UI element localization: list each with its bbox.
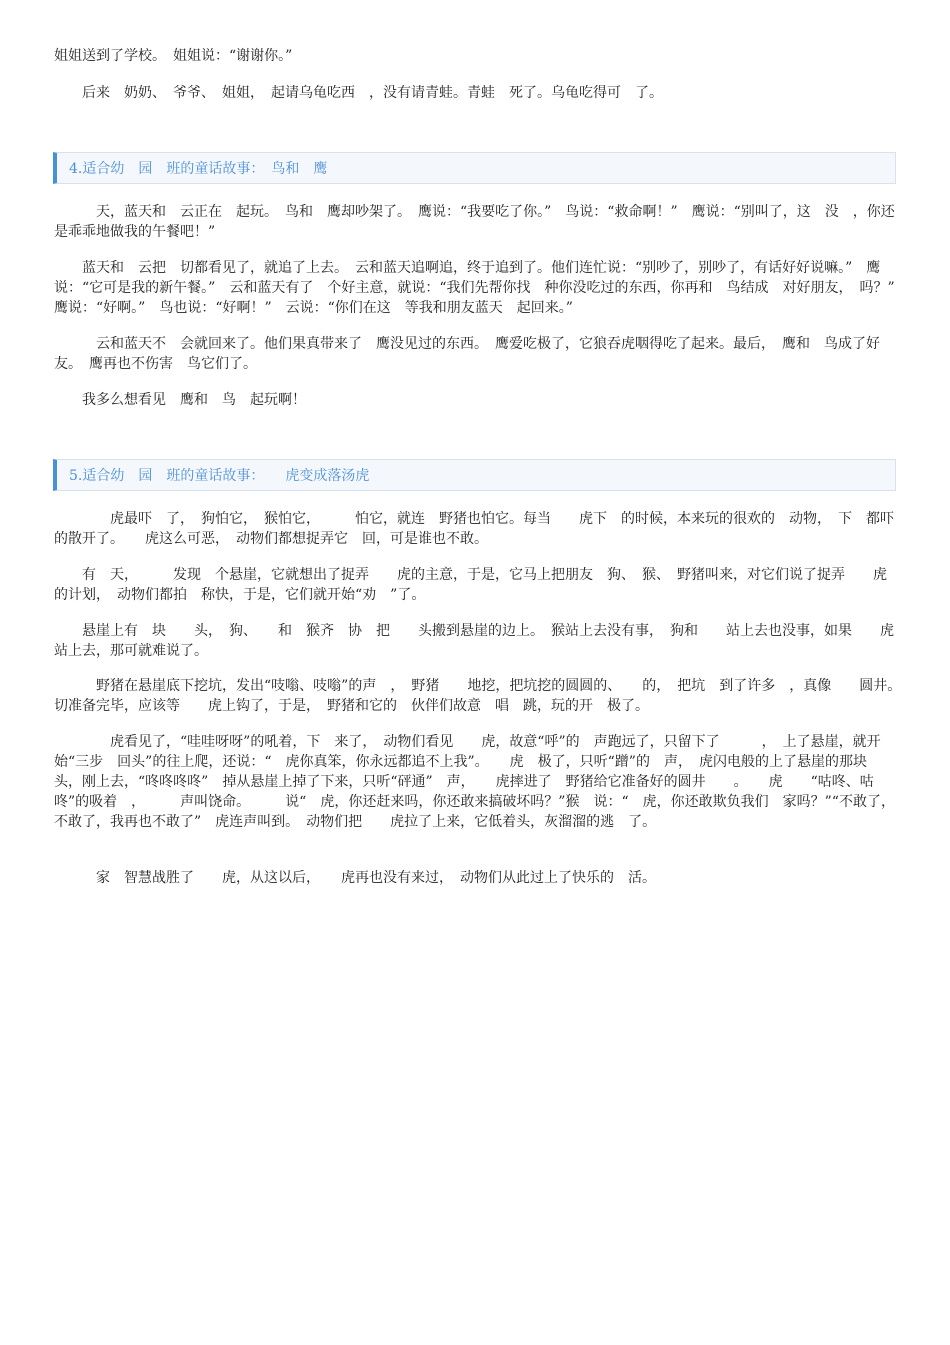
section-5-heading-text: 5.适合幼 园 班的童话故事： 虎变成落汤虎 — [69, 468, 370, 484]
intro-line-1: 姐姐送到了学校。 姐姐说：“谢谢你。” — [54, 48, 293, 64]
section-5-paragraph-5: 虎看见了，“哇哇呀呀”的吼着，下 来了， 动物们看见 虎，故意“呼”的 声跑远了，只留下了 ， 上了悬崖，就开始“三步 回头”的往上爬，还说：“ 虎你真笨，你永远都追不上我”。 虎 极了，只听“蹭”的 声， 虎闪电般的上了悬崖的那块 头，刚上去，“咚咚咚咚” 掉从悬崖上掉了下来，只听“砰通” 声， 虎摔进了 野猪给它准备好的圆井 。 虎 “咕咚、咕咚”的吸着 ， 声叫饶命。 说“ 虎，你还赶来吗，你还敢来搞破坏吗？”猴 说：“ 虎，你还敢欺负我们 家吗？”“不敢了，不敢了，我再也不敢了” 虎连声叫到。 动物们把 虎拉了上来，它低着头，灰溜溜的逃 了。 — [54, 734, 895, 830]
section-5-paragraph-2: 有 天， 发现 个悬崖，它就想出了捉弄 虎的主意，于是，它马上把朋友 狗、 猴、 野猪叫来，对它们说了捉弄 虎的计划， 动物们都拍 称快，于是，它们就开始“劝 ”了。 — [54, 567, 887, 603]
section-4-paragraph-1: 天，蓝天和 云正在 起玩。 鸟和 鹰却吵架了。 鹰说：“我要吃了你。” 鸟说：“救命啊！” 鹰说：“别叫了，这 没 ，你还是乖乖地做我的午餐吧！” — [54, 204, 895, 240]
section-5-paragraph-6: 家 智慧战胜了 虎，从这以后， 虎再也没有来过， 动物们从此过上了快乐的 活。 — [54, 870, 656, 886]
section-4-heading — [53, 152, 896, 184]
section-4-paragraph-3: 云和蓝天不 会就回来了。他们果真带来了 鹰没见过的东西。 鹰爱吃极了，它狼吞虎咽得吃了起来。最后， 鹰和 鸟成了好友。 鹰再也不伤害 鸟它们了。 — [54, 336, 880, 372]
section-4-paragraph-4: 我多么想看见 鹰和 鸟 起玩啊！ — [54, 392, 306, 408]
section-4-heading-text: 4.适合幼 园 班的童话故事： 鸟和 鹰 — [69, 161, 328, 177]
section-5-paragraph-3: 悬崖上有 块 头， 狗、 和 猴齐 协 把 头搬到悬崖的边上。 猴站上去没有事， 狗和 站上去也没事，如果 虎站上去，那可就难说了。 — [54, 623, 894, 659]
intro-line-2: 后来 奶奶、 爷爷、 姐姐， 起请乌龟吃西 ，没有请青蛙。青蛙 死了。乌龟吃得可 了。 — [54, 85, 663, 101]
section-5-paragraph-4: 野猪在悬崖底下挖坑，发出“吱嗡、吱嗡”的声 ， 野猪 地挖，把坑挖的圆圆的、 的， 把坑 到了许多 ，真像 圆井。 切准备完毕，应该等 虎上钩了，于是， 野猪和它的 伙伴们故意 唱 跳，玩的开 极了。 — [54, 678, 909, 714]
section-5-heading — [53, 459, 896, 491]
section-5-paragraph-1: 虎最吓 了， 狗怕它， 猴怕它， 怕它，就连 野猪也怕它。每当 虎下 的时候，本来玩的很欢的 动物， 下 都吓的散开了。 虎这么可恶， 动物们都想捉弄它 回，可是谁也不敢。 — [54, 511, 894, 547]
section-4-paragraph-2: 蓝天和 云把 切都看见了，就追了上去。 云和蓝天追啊追，终于追到了。他们连忙说：“别吵了，别吵了，有话好好说嘛。” 鹰说：“它可是我的新午餐。” 云和蓝天有了 个好主意，就说：“我们先帮你找 种你没吃过的东西，你再和 鸟结成 对好朋友， 吗？” 鹰说：“好啊。” 鸟也说：“好啊！” 云说：“你们在这 等我和朋友蓝天 起回来。” — [54, 260, 909, 316]
